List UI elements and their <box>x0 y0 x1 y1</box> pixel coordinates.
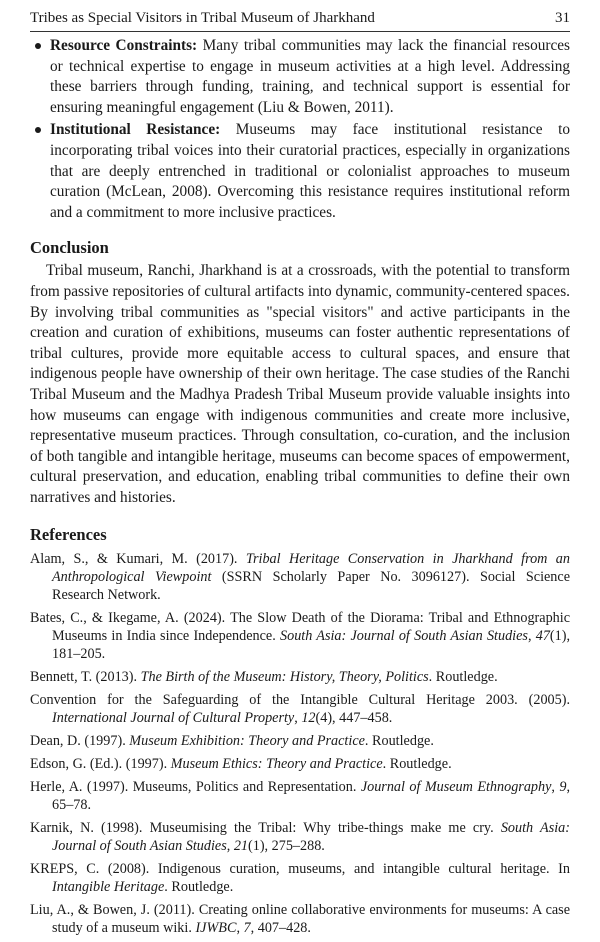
reference-text: Karnik, N. (1998). Museumising the Tribal: Why tribe-things make me cry. <box>30 820 501 837</box>
reference-text: . Routledge. <box>164 879 234 896</box>
reference-text: . Routledge. <box>428 669 498 686</box>
reference-entry <box>30 691 570 727</box>
page-number: 31 <box>555 10 570 26</box>
reference-italic-text: Tribal Heritage Conservation in Jharkhand from an Anthropological Viewpoint <box>52 551 570 586</box>
conclusion-heading: Conclusion <box>30 238 109 258</box>
reference-italic-text: 21 <box>233 838 248 855</box>
reference-text: Alam, S., & Kumari, M. (2017). <box>30 551 246 568</box>
reference-text: (SSRN Scholarly Paper No. 3096127). Social Science Research Network. <box>52 569 570 604</box>
reference-text: . Routledge. <box>364 733 434 750</box>
challenges-list <box>30 36 570 223</box>
reference-text: Convention for the Safeguarding of the Intangible Cultural Heritage 2003. (2005). <box>30 692 570 709</box>
reference-text: KREPS, C. (2008). Indigenous curation, museums, and intangible cultural heritage. In <box>30 861 570 878</box>
bullet-icon <box>35 127 41 133</box>
bullet-text: Many tribal communities may lack the financial resources or technical expertise to engage in museum activities at a high level. Addressing these barriers through funding, training, and technical support is essential for ensuring meaningful engagement (Liu & Bowen, 2011). <box>50 37 570 116</box>
bullet-text: Museums may face institutional resistance to incorporating tribal voices into their curatorial practices, especially in organizations that are deeply entrenched in traditional or colonialist approaches to museum curation (McLean, 2008). Overcoming this resistance requires institutional reform and a commitment to more inclusive practices. <box>50 121 571 221</box>
reference-italic-text: 9 <box>559 779 567 796</box>
running-title: Tribes as Special Visitors in Tribal Museum of Jharkhand <box>30 10 375 26</box>
reference-text: (4), 447–458. <box>315 710 393 727</box>
reference-italic-text: 47 <box>535 628 550 645</box>
reference-entry <box>30 819 570 855</box>
reference-text: (1), 275–288. <box>248 838 325 855</box>
reference-entry <box>30 901 570 937</box>
reference-text: Liu, A., & Bowen, J. (2011). Creating online collaborative environments for museums: A case study of a museum wiki. <box>30 902 570 937</box>
reference-italic-text: Museum Ethics: Theory and Practice <box>170 756 383 773</box>
reference-text: Edson, G. (Ed.). (1997). <box>30 756 171 773</box>
reference-text: , <box>551 779 560 796</box>
reference-text: (1), 181–205. <box>52 628 570 663</box>
reference-text: , <box>294 710 302 727</box>
reference-text: Dean, D. (1997). <box>30 733 130 750</box>
bullet-term: Resource Constraints: <box>50 37 198 54</box>
reference-text: Bennett, T. (2013). <box>30 669 141 686</box>
reference-entry <box>30 668 570 686</box>
reference-italic-text: The Birth of the Museum: History, Theory, Politics <box>140 669 429 686</box>
reference-italic-text: IJWBC <box>195 920 237 937</box>
reference-text: , <box>236 920 244 937</box>
reference-italic-text: Intangible Heritage <box>52 879 165 896</box>
reference-italic-text: South Asia: Journal of South Asian Studies <box>280 628 528 645</box>
reference-entry <box>30 755 570 773</box>
reference-text: , 407–428. <box>250 920 311 937</box>
reference-italic-text: 12 <box>301 710 316 727</box>
references-list <box>30 550 570 937</box>
reference-text: Bates, C., & Ikegame, A. (2024). The Slow Death of the Diorama: Tribal and Ethnographic Museums in India since Independence. <box>30 610 570 645</box>
conclusion-paragraph: Tribal museum, Ranchi, Jharkhand is at a crossroads, with the potential to transform from passive repositories of cultural artifacts into dynamic, community-centered spaces. By involving tribal communities as "special visitors" and active participants in the creation and curation of exhibitions, museums can foster authentic representations of tribal cultures, provide more equitable access to cultural spaces, and ensure that indigenous people have ownership of their own heritage. The case studies of the Ranchi Tribal Museum and the Madhya Pradesh Tribal Museum provide valuable insights into how museums can engage with indigenous communities and create more inclusive, representative museum practices. Through consultation, co-curation, and the inclusion of both tangible and intangible heritage, museums can become spaces of empowerment, cultural preservation, and education, enabling tribal communities to define their own narratives and histories. <box>30 262 570 506</box>
reference-text: , <box>226 838 234 855</box>
reference-text: Herle, A. (1997). Museums, Politics and Representation. <box>30 779 361 796</box>
running-header <box>30 8 570 32</box>
bullet-item <box>30 36 570 118</box>
references-heading: References <box>30 525 107 545</box>
reference-italic-text: Journal of Museum Ethnography <box>360 779 552 796</box>
reference-entry <box>30 732 570 750</box>
reference-italic-text: South Asia: Journal of South Asian Studies <box>52 820 570 855</box>
bullet-icon <box>35 43 41 49</box>
reference-entry <box>30 550 570 604</box>
reference-entry <box>30 609 570 663</box>
reference-italic-text: 7 <box>243 920 251 937</box>
bullet-term: Institutional Resistance: <box>50 121 221 139</box>
page-content <box>30 36 570 942</box>
reference-text: . Routledge. <box>382 756 452 773</box>
bullet-item <box>30 120 570 223</box>
reference-italic-text: International Journal of Cultural Property <box>52 710 295 727</box>
reference-text: , 65–78. <box>52 779 571 814</box>
reference-text: , <box>527 628 536 645</box>
reference-entry <box>30 778 570 814</box>
reference-entry <box>30 860 570 896</box>
reference-italic-text: Museum Exhibition: Theory and Practice <box>129 733 365 750</box>
